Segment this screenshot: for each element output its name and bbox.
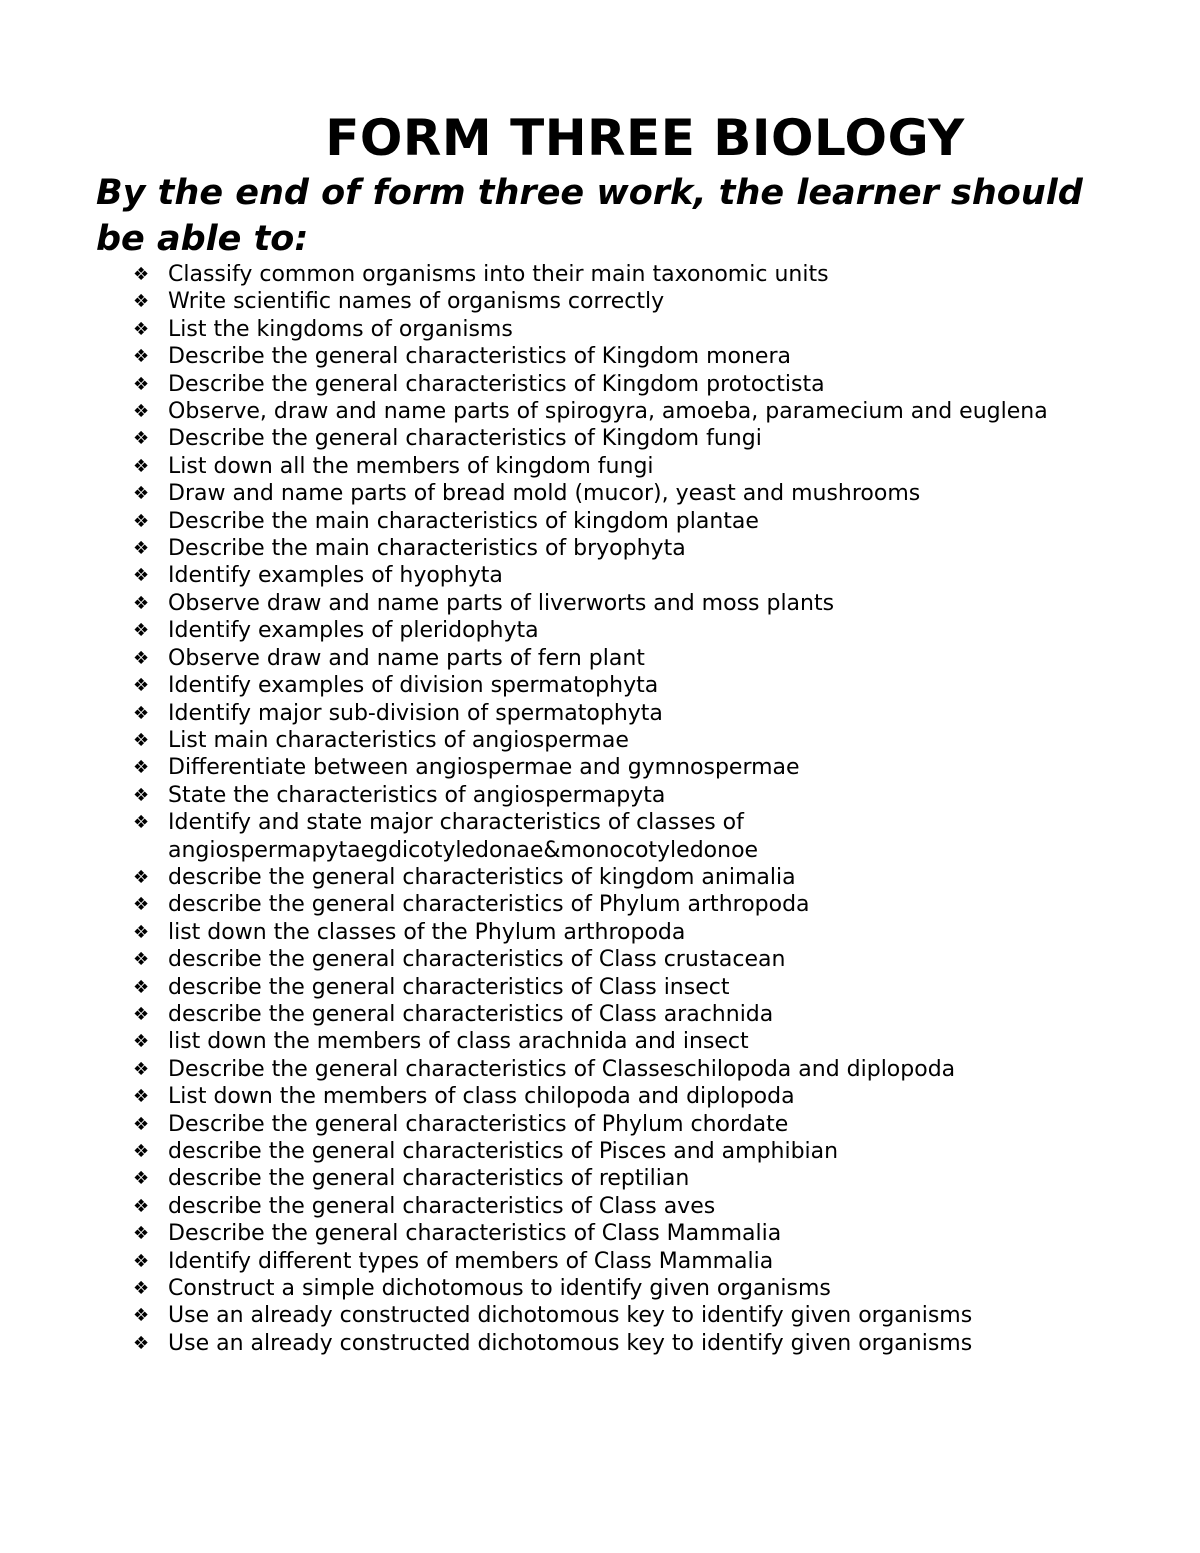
diamond-bullet-icon: ❖ xyxy=(133,702,150,724)
diamond-bullet-icon: ❖ xyxy=(133,729,150,751)
objective-item xyxy=(133,453,1133,480)
objective-text: describe the general characteristics of reptilian xyxy=(168,1166,690,1192)
objective-item xyxy=(133,343,1133,370)
diamond-bullet-icon: ❖ xyxy=(133,1278,150,1300)
objective-item xyxy=(133,1165,1133,1192)
objective-text: Use an already constructed dichotomous key to identify given organisms xyxy=(168,1330,973,1356)
diamond-bullet-icon: ❖ xyxy=(133,949,150,971)
objective-text: Identify examples of hyophyta xyxy=(168,563,503,589)
objectives-list xyxy=(133,261,1133,1357)
objective-text: Identify examples of division spermatophyta xyxy=(168,673,659,699)
objective-item xyxy=(133,535,1133,562)
objective-text: describe the general characteristics of kingdom animalia xyxy=(168,864,796,890)
objective-text: Identify major sub-division of spermatophyta xyxy=(168,700,663,726)
objective-item xyxy=(133,1248,1133,1275)
diamond-bullet-icon: ❖ xyxy=(133,318,150,340)
objective-item xyxy=(133,1330,1133,1357)
diamond-bullet-icon: ❖ xyxy=(133,1031,150,1053)
objective-text: Identify examples of pleridophyta xyxy=(168,618,539,644)
diamond-bullet-icon: ❖ xyxy=(133,538,150,560)
objective-text: Describe the general characteristics of Kingdom protoctista xyxy=(168,371,825,397)
objective-text: describe the general characteristics of Phylum arthropoda xyxy=(168,892,810,918)
diamond-bullet-icon: ❖ xyxy=(133,373,150,395)
diamond-bullet-icon: ❖ xyxy=(133,291,150,313)
objective-text: angiospermapytaegdicotyledonae&monocotyledonoe xyxy=(168,837,759,863)
objective-text: describe the general characteristics of Class arachnida xyxy=(168,1001,774,1027)
objective-text: Describe the general characteristics of Classeschilopoda and diplopoda xyxy=(168,1056,956,1082)
objective-item xyxy=(133,1001,1133,1028)
objective-item xyxy=(133,727,1133,754)
objective-item xyxy=(133,617,1133,644)
diamond-bullet-icon: ❖ xyxy=(133,620,150,642)
diamond-bullet-icon: ❖ xyxy=(133,592,150,614)
objective-text: Identify different types of members of Class Mammalia xyxy=(168,1248,774,1274)
objective-text: Describe the general characteristics of Phylum chordate xyxy=(168,1111,789,1137)
objective-text: Describe the general characteristics of Class Mammalia xyxy=(168,1221,782,1247)
diamond-bullet-icon: ❖ xyxy=(133,921,150,943)
objective-text: Draw and name parts of bread mold (mucor), yeast and mushrooms xyxy=(168,481,921,507)
objective-item xyxy=(133,946,1133,973)
objective-item xyxy=(133,782,1133,809)
objective-item xyxy=(133,590,1133,617)
objective-item xyxy=(133,371,1133,398)
objective-item xyxy=(133,1302,1133,1329)
objective-item xyxy=(133,1138,1133,1165)
objective-item xyxy=(133,398,1133,425)
objective-text: Classify common organisms into their main taxonomic units xyxy=(168,262,829,287)
diamond-bullet-icon: ❖ xyxy=(133,894,150,916)
diamond-bullet-icon: ❖ xyxy=(133,647,150,669)
diamond-bullet-icon: ❖ xyxy=(133,1168,150,1190)
objective-item xyxy=(133,562,1133,589)
diamond-bullet-icon: ❖ xyxy=(133,401,150,423)
objective-text: Describe the general characteristics of Kingdom fungi xyxy=(168,426,762,452)
objective-text: State the characteristics of angiospermapyta xyxy=(168,782,666,808)
diamond-bullet-icon: ❖ xyxy=(133,1086,150,1108)
diamond-bullet-icon: ❖ xyxy=(133,1058,150,1080)
objective-item xyxy=(133,645,1133,672)
objective-text: describe the general characteristics of Pisces and amphibian xyxy=(168,1139,839,1164)
objective-text: Describe the general characteristics of Kingdom monera xyxy=(168,344,791,370)
objective-text: list down the members of class arachnida and insect xyxy=(168,1029,749,1055)
objective-item xyxy=(133,480,1133,507)
objective-item xyxy=(133,1056,1133,1083)
objective-item xyxy=(133,1028,1133,1055)
objective-text: List main characteristics of angiospermae xyxy=(168,727,629,753)
diamond-bullet-icon: ❖ xyxy=(133,1250,150,1272)
objective-text: describe the general characteristics of Class crustacean xyxy=(168,947,786,973)
page-subtitle: By the end of form three work, the learner should be able to: xyxy=(96,173,1083,259)
objective-item xyxy=(133,891,1133,918)
objective-text: describe the general characteristics of Class aves xyxy=(168,1193,716,1219)
objective-text: List down the members of class chilopoda and diplopoda xyxy=(168,1084,795,1110)
diamond-bullet-icon: ❖ xyxy=(133,1305,150,1327)
objective-text: Describe the main characteristics of kingdom plantae xyxy=(168,508,759,534)
objective-text: Observe, draw and name parts of spirogyra, amoeba, paramecium and euglena xyxy=(168,399,1048,425)
diamond-bullet-icon: ❖ xyxy=(133,866,150,888)
diamond-bullet-icon: ❖ xyxy=(133,264,150,285)
diamond-bullet-icon: ❖ xyxy=(133,346,150,368)
diamond-bullet-icon: ❖ xyxy=(133,565,150,587)
objective-item xyxy=(133,919,1133,946)
diamond-bullet-icon: ❖ xyxy=(133,1332,150,1354)
page-title: FORM THREE BIOLOGY xyxy=(325,109,965,167)
objective-text: Observe draw and name parts of liverworts and moss plants xyxy=(168,590,835,616)
objective-item xyxy=(133,425,1133,452)
objective-item xyxy=(133,261,1133,288)
diamond-bullet-icon: ❖ xyxy=(133,976,150,998)
objective-text: Identify and state major characteristics of classes of xyxy=(168,810,744,836)
objective-text: Differentiate between angiospermae and gymnospermae xyxy=(168,755,800,781)
objective-item xyxy=(133,754,1133,781)
diamond-bullet-icon: ❖ xyxy=(133,1195,150,1217)
objective-item xyxy=(133,809,1133,864)
diamond-bullet-icon: ❖ xyxy=(133,1003,150,1025)
objective-item xyxy=(133,672,1133,699)
objective-text: describe the general characteristics of Class insect xyxy=(168,974,730,1000)
diamond-bullet-icon: ❖ xyxy=(133,784,150,806)
objective-item xyxy=(133,864,1133,891)
objective-item xyxy=(133,974,1133,1001)
objective-item xyxy=(133,1083,1133,1110)
objective-item xyxy=(133,700,1133,727)
diamond-bullet-icon: ❖ xyxy=(133,1141,150,1162)
objective-text: Write scientific names of organisms correctly xyxy=(168,289,665,315)
objective-item xyxy=(133,316,1133,343)
diamond-bullet-icon: ❖ xyxy=(133,483,150,505)
objective-text: list down the classes of the Phylum arthropoda xyxy=(168,919,686,945)
objective-item xyxy=(133,1193,1133,1220)
objective-item xyxy=(133,288,1133,315)
objective-item xyxy=(133,1275,1133,1302)
objective-text: List the kingdoms of organisms xyxy=(168,316,513,342)
diamond-bullet-icon: ❖ xyxy=(133,1223,150,1245)
objective-text: Describe the main characteristics of bryophyta xyxy=(168,536,686,562)
objective-item xyxy=(133,1220,1133,1247)
objective-text: Observe draw and name parts of fern plant xyxy=(168,645,645,671)
diamond-bullet-icon: ❖ xyxy=(133,757,150,779)
diamond-bullet-icon: ❖ xyxy=(133,675,150,697)
diamond-bullet-icon: ❖ xyxy=(133,812,150,834)
objective-text: Construct a simple dichotomous to identify given organisms xyxy=(168,1276,831,1302)
diamond-bullet-icon: ❖ xyxy=(133,455,150,477)
objective-text: List down all the members of kingdom fungi xyxy=(168,453,654,479)
objective-text: Use an already constructed dichotomous key to identify given organisms xyxy=(168,1303,973,1329)
diamond-bullet-icon: ❖ xyxy=(133,1113,150,1135)
objective-item xyxy=(133,1111,1133,1138)
objective-item xyxy=(133,508,1133,535)
diamond-bullet-icon: ❖ xyxy=(133,428,150,450)
diamond-bullet-icon: ❖ xyxy=(133,510,150,532)
